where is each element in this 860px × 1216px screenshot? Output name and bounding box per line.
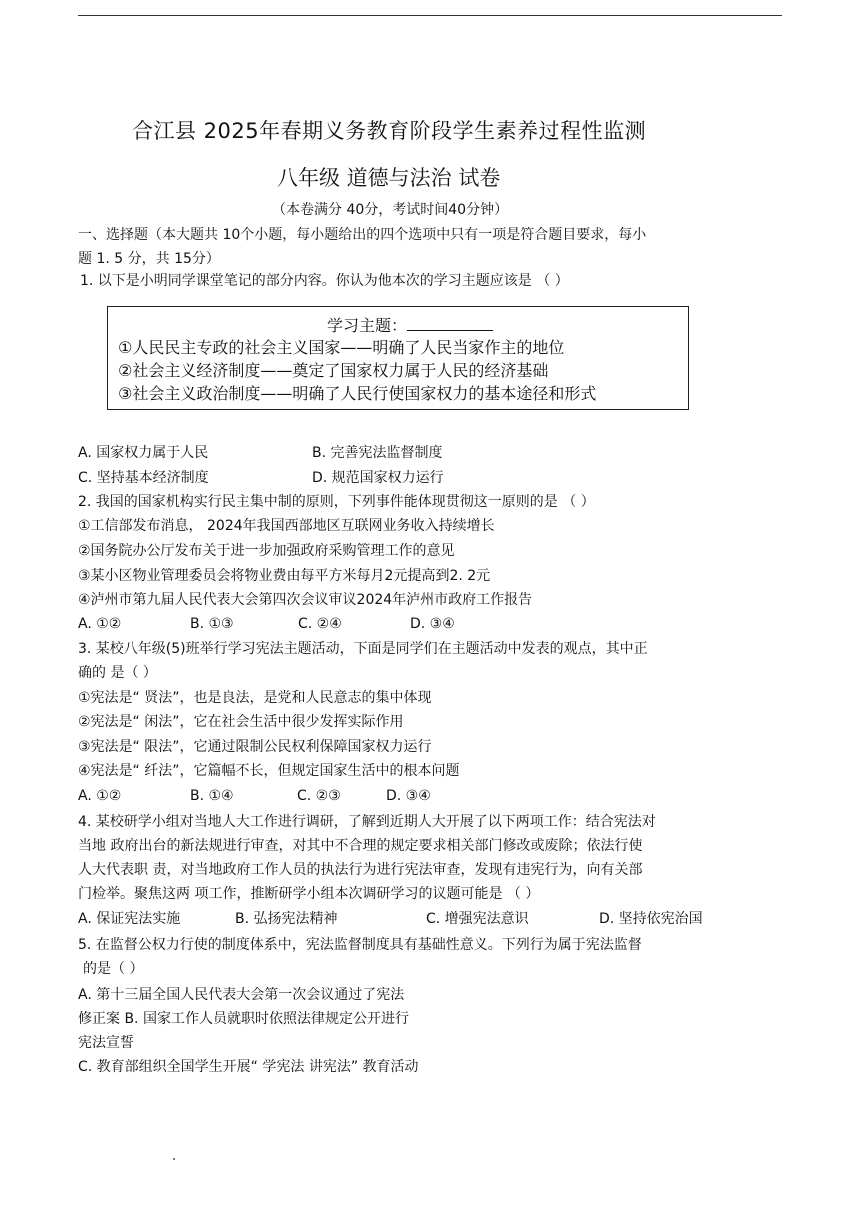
top-rule xyxy=(78,15,782,16)
q3-option-a[interactable]: A. ①② xyxy=(78,788,122,804)
exam-title: 合江县 2025年春期义务教育阶段学生素养过程性监测 xyxy=(132,119,647,143)
q3-item: ③宪法是“ 限法”，它通过限制公民权利保障国家权力运行 xyxy=(78,739,432,755)
q4-option-c[interactable]: C. 增强宪法意识 xyxy=(426,911,529,927)
q2-item: ①工信部发布消息， 2024年我国西部地区互联网业务收入持续增长 xyxy=(78,518,495,534)
section-heading: 一、选择题（本大题共 10个小题，每小题给出的四个选项中只有一项是符合题目要求，每小 xyxy=(78,227,647,243)
section-heading-cont: 题 1. 5 分，共 15分） xyxy=(78,251,220,267)
q4-stem-line: 人大代表职 责，对当地政府工作人员的执法行为进行宪法审查，发现有违宪行为，向有关部 xyxy=(78,862,643,878)
q3-item: ④宪法是“ 纤法”，它篇幅不长，但规定国家生活中的根本问题 xyxy=(78,763,460,779)
q4-stem-line: 当地 政府出台的新法规进行审查，对其中不合理的规定要求相关部门修改或废除；依法行使 xyxy=(78,838,643,854)
q4-stem-line: 4. 某校研学小组对当地人大工作进行调研，了解到近期人大开展了以下两项工作：结合宪法对 xyxy=(78,814,656,830)
q1-box-label-line xyxy=(327,316,493,336)
q2-option-c[interactable]: C. ②④ xyxy=(298,616,342,632)
q3-option-d[interactable]: D. ③④ xyxy=(386,788,431,804)
exam-note: （本卷满分 40分，考试时间40分钟） xyxy=(272,202,509,218)
q3-stem-cont: 确的 是（ ） xyxy=(78,665,157,681)
q2-stem: 2. 我国的国家机构实行民主集中制的原则，下列事件能体现贯彻这一原则的是 （ ） xyxy=(78,494,595,510)
q1-stem: 1. 以下是小明同学课堂笔记的部分内容。你认为他本次的学习主题应该是 （ ） xyxy=(80,273,569,289)
q3-stem: 3. 某校八年级(5)班举行学习宪法主题活动，下面是同学们在主题活动中发表的观点，其中正 xyxy=(78,641,648,657)
q5-stem: 5. 在监督公权力行使的制度体系中，宪法监督制度具有基础性意义。下列行为属于宪法监督 xyxy=(78,937,642,953)
q3-item: ②宪法是“ 闲法”，它在社会生活中很少发挥实际作用 xyxy=(78,714,404,730)
q4-option-d[interactable]: D. 坚持依宪治国 xyxy=(599,911,703,927)
q5-option-line[interactable]: A. 第十三届全国人民代表大会第一次会议通过了宪法 xyxy=(78,987,405,1003)
q5-option-line: 宪法宣誓 xyxy=(78,1035,134,1051)
q1-box-label: 学习主题： xyxy=(327,316,408,335)
q2-option-a[interactable]: A. ①② xyxy=(78,616,122,632)
q1-box-item: ②社会主义经济制度——奠定了国家权力属于人民的经济基础 xyxy=(118,361,549,380)
q2-item: ④泸州市第九届人民代表大会第四次会议审议2024年泸州市政府工作报告 xyxy=(78,592,533,608)
footer-dot xyxy=(173,1158,175,1160)
q5-option-line[interactable]: 修正案 B. 国家工作人员就职时依照法律规定公开进行 xyxy=(78,1011,409,1027)
q2-item: ③某小区物业管理委员会将物业费由每平方米每月2元提高到2. 2元 xyxy=(78,568,491,584)
q4-stem-line: 门检举。聚焦这两 项工作，推断研学小组本次调研学习的议题可能是 （ ） xyxy=(78,886,540,902)
q1-box-item: ①人民民主专政的社会主义国家——明确了人民当家作主的地位 xyxy=(118,338,565,357)
exam-subtitle: 八年级 道德与法治 试卷 xyxy=(277,166,501,190)
q2-option-d[interactable]: D. ③④ xyxy=(410,616,455,632)
answer-blank xyxy=(407,316,493,331)
q2-option-b[interactable]: B. ①③ xyxy=(190,616,234,632)
q1-box-item: ③社会主义政治制度——明确了人民行使国家权力的基本途径和形式 xyxy=(118,384,597,403)
q5-stem-cont: 的是（ ） xyxy=(83,961,144,977)
q3-option-c[interactable]: C. ②③ xyxy=(297,788,341,804)
q1-option-c[interactable]: C. 坚持基本经济制度 xyxy=(78,470,209,486)
q1-option-d[interactable]: D. 规范国家权力运行 xyxy=(312,470,444,486)
q1-option-b[interactable]: B. 完善宪法监督制度 xyxy=(312,445,443,461)
q1-notes-box xyxy=(107,306,689,410)
q2-item: ②国务院办公厅发布关于进一步加强政府采购管理工作的意见 xyxy=(78,543,455,559)
q1-option-a[interactable]: A. 国家权力属于人民 xyxy=(78,445,209,461)
q4-option-a[interactable]: A. 保证宪法实施 xyxy=(78,911,181,927)
q3-item: ①宪法是“ 贤法”，也是良法，是党和人民意志的集中体现 xyxy=(78,690,432,706)
q3-option-b[interactable]: B. ①④ xyxy=(190,788,234,804)
q5-option-line[interactable]: C. 教育部组织全国学生开展“ 学宪法 讲宪法” 教育活动 xyxy=(78,1059,419,1075)
q4-option-b[interactable]: B. 弘扬宪法精神 xyxy=(235,911,338,927)
